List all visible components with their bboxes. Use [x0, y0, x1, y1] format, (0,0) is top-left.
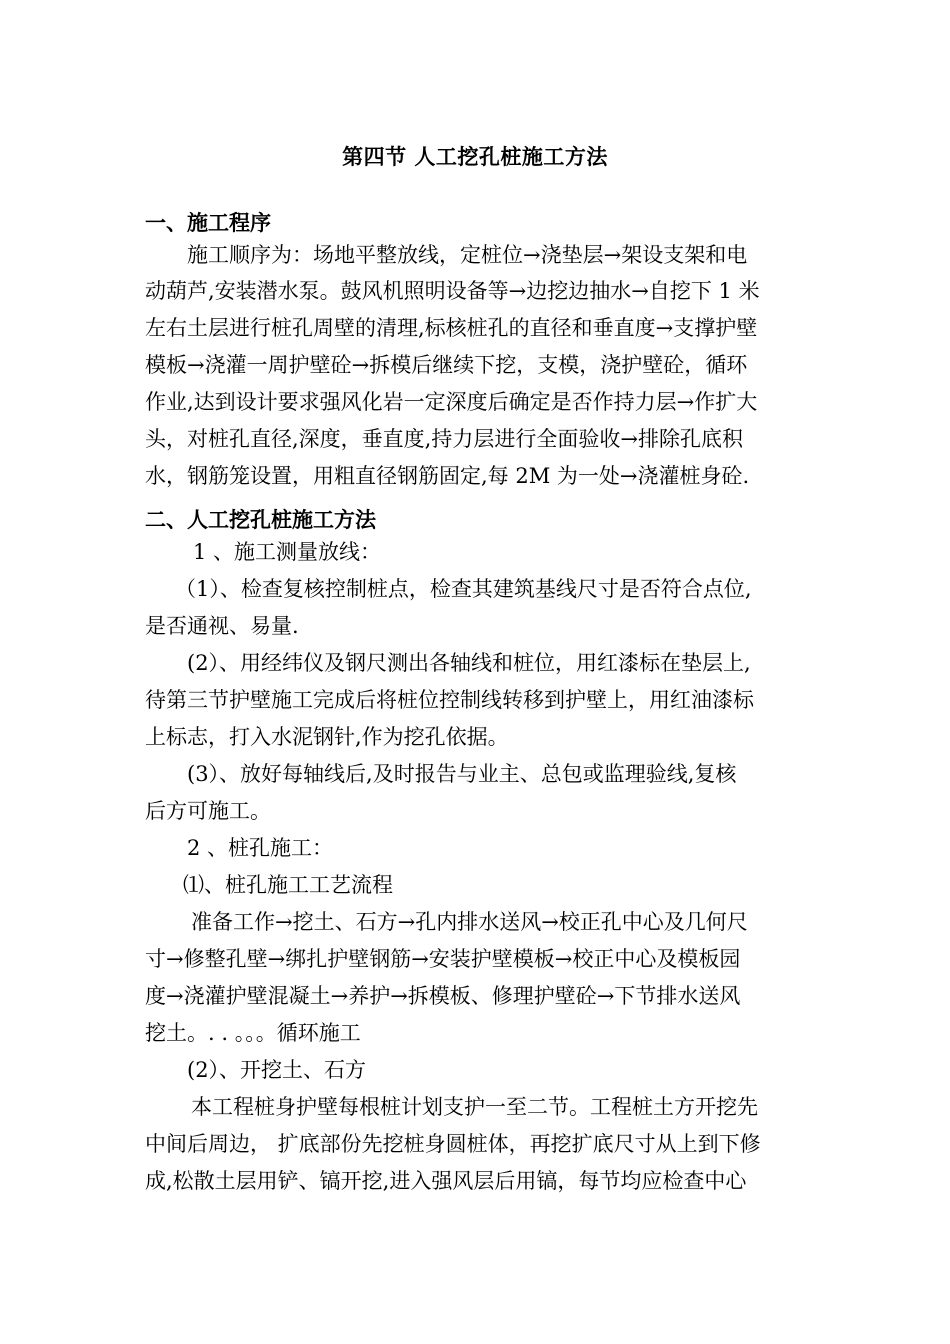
paragraph-line: 待第三节护壁施工完成后将桩位控制线转移到护壁上，用红油漆标: [145, 688, 754, 712]
paragraph-line: 1 、施工测量放线：: [193, 540, 382, 564]
paragraph-line: (3）、放好每轴线后,及时报告与业主、总包或监理验线,复核: [187, 762, 737, 786]
paragraph-line: (2）、开挖土、石方: [187, 1058, 367, 1082]
paragraph-line: (2）、用经纬仪及钢尺测出各轴线和桩位，用红漆标在垫层上,: [187, 651, 751, 675]
paragraph-line: 左右土层进行桩孔周壁的清理,标核桩孔的直径和垂直度→支撑护壁: [145, 316, 758, 340]
paragraph-line: 2 、桩孔施工：: [187, 836, 334, 860]
paragraph-line: 作业,达到设计要求强风化岩一定深度后确定是否作持力层→作扩大: [145, 390, 758, 414]
paragraph-line: 本工程桩身护壁每根桩计划支护一至二节。工程桩土方开挖先: [191, 1095, 758, 1119]
paragraph-line: 上标志，打入水泥钢针,作为挖孔依据。: [145, 725, 509, 749]
paragraph-line: 准备工作→挖土、石方→孔内排水送风→校正孔中心及几何尺: [191, 910, 748, 934]
section-heading-procedure: 一、施工程序: [145, 210, 271, 235]
page-title: 第四节 人工挖孔桩施工方法: [342, 144, 608, 169]
paragraph-line: 动葫芦,安装潜水泵。鼓风机照明设备等→边挖边抽水→自挖下 1 米: [145, 279, 760, 303]
paragraph-line: 头，对桩孔直径,深度，垂直度,持力层进行全面验收→排除孔底积: [145, 427, 743, 451]
paragraph-line: 后方可施工。: [145, 799, 271, 823]
paragraph-line: 是否通视、易量.: [145, 614, 299, 638]
paragraph-line: ⑴、桩孔施工工艺流程: [183, 873, 393, 897]
paragraph-line: 模板→浇灌一周护壁砼→拆模后继续下挖，支模，浇护壁砼，循环: [145, 353, 748, 377]
paragraph-line: 成,松散土层用铲、镐开挖,进入强风层后用镐，每节均应检查中心: [145, 1169, 747, 1193]
paragraph-line: 寸→修整孔壁→绑扎护壁钢筋→安装护壁模板→校正中心及模板园: [145, 947, 741, 971]
paragraph-line: 施工顺序为：场地平整放线，定桩位→浇垫层→架设支架和电: [187, 243, 748, 267]
paragraph-line: 中间后周边， 扩底部份先挖桩身圆桩体，再挖扩底尺寸从上到下修: [145, 1132, 761, 1156]
paragraph-line: （1）、检查复核控制桩点，检查其建筑基线尺寸是否符合点位,: [175, 577, 752, 601]
section-heading-method: 二、人工挖孔桩施工方法: [145, 507, 376, 532]
paragraph-line: 挖土。. . 。。。循环施工: [145, 1021, 361, 1045]
paragraph-line: 水，钢筋笼设置，用粗直径钢筋固定,每 2M 为一处→浇灌桩身砼.: [145, 464, 750, 488]
paragraph-line: 度→浇灌护壁混凝土→养护→拆模板、修理护壁砼→下节排水送风: [145, 984, 741, 1008]
